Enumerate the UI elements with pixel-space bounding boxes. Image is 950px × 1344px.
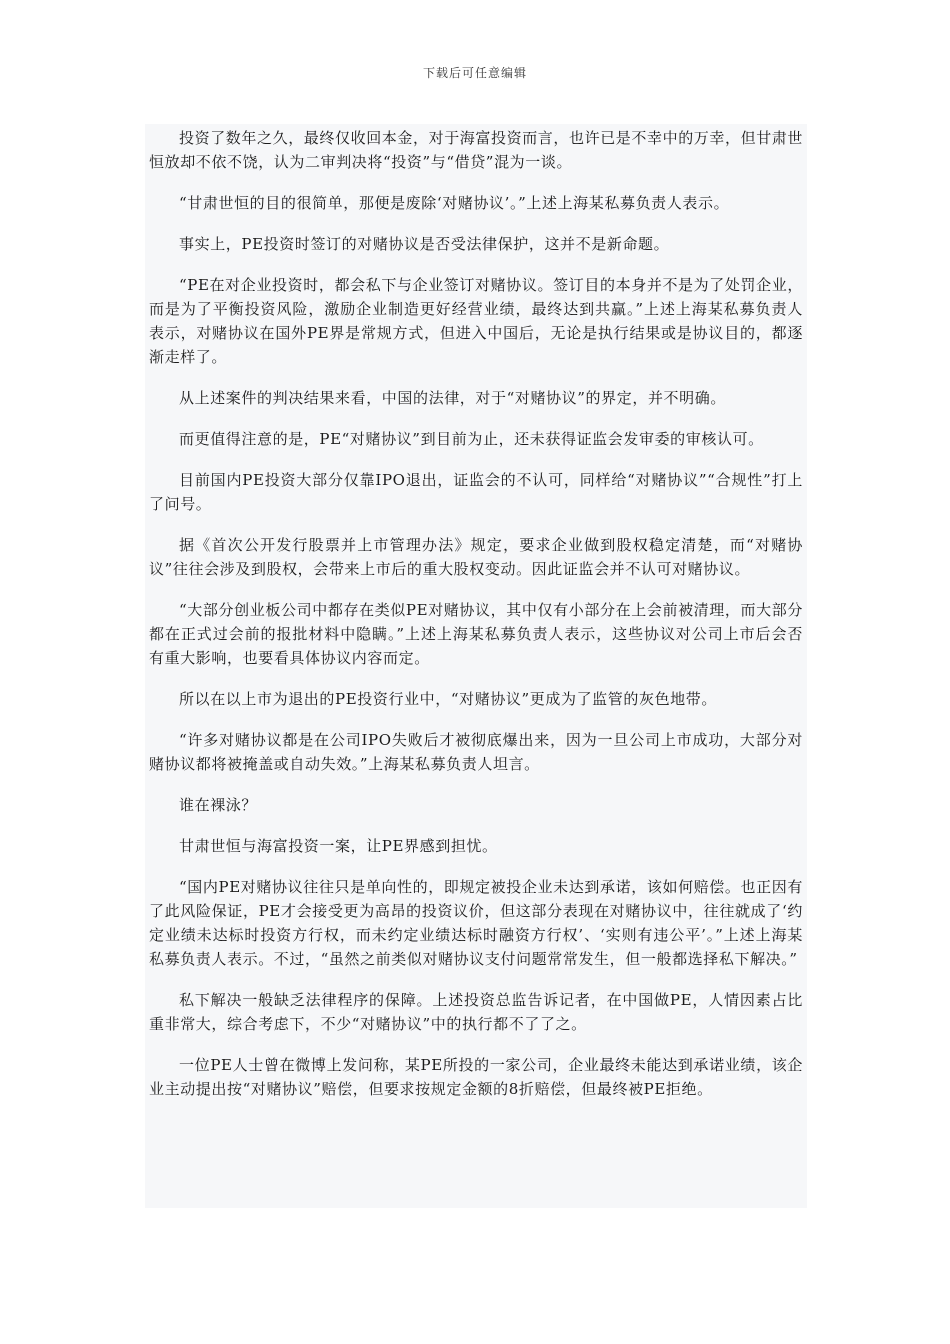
paragraph-6: 而更值得注意的是，PE“对赌协议”到目前为止，还未获得证监会发审委的审核认可。 [179,430,764,448]
paragraph-9: “大部分创业板公司中都存在类似PE对赌协议，其中仅有小部分在上会前被清理，而大部分都在正式过会前的报批材料中隐瞒。”上述上海某私募负责人表示，这些协议对公司上市后会否有重大影响，也要看具体协议内容而定。 [149,601,803,667]
paragraph-15: 私下解决一般缺乏法律程序的保障。上述投资总监告诉记者，在中国做PE，人情因素占比重非常大，综合考虑下，不少“对赌协议”中的执行都不了了之。 [149,991,803,1033]
paragraph-8: 据《首次公开发行股票并上市管理办法》规定，要求企业做到股权稳定清楚，而“对赌协议”往往会涉及到股权，会带来上市后的重大股权变动。因此证监会并不认可对赌协议。 [149,536,803,578]
article-body [145,124,807,1208]
paragraph-5: 从上述案件的判决结果来看，中国的法律，对于“对赌协议”的界定，并不明确。 [179,389,726,407]
paragraph-13: 甘肃世恒与海富投资一案，让PE界感到担忧。 [179,837,498,855]
paragraph-7: 目前国内PE投资大部分仅靠IPO退出，证监会的不认可，同样给“对赌协议”“合规性”打上了问号。 [149,471,803,513]
paragraph-3: 事实上，PE投资时签订的对赌协议是否受法律保护，这并不是新命题。 [179,235,670,253]
paragraph-1: 投资了数年之久，最终仅收回本金，对于海富投资而言，也许已是不幸中的万幸，但甘肃世恒放却不依不饶，认为二审判决将“投资”与“借贷”混为一谈。 [149,129,804,171]
paragraph-11: “许多对赌协议都是在公司IPO失败后才被彻底爆出来，因为一旦公司上市成功，大部分对赌协议都将被掩盖或自动失效。”上海某私募负责人坦言。 [149,731,803,773]
paragraph-10: 所以在以上市为退出的PE投资行业中，“对赌协议”更成为了监管的灰色地带。 [179,690,717,708]
paragraph-14: “国内PE对赌协议往往只是单向性的，即规定被投企业未达到承诺，该如何赔偿。也正因有了此风险保证，PE才会接受更为高昂的投资议价，但这部分表现在对赌协议中，往往就成了‘约定业绩未达标时投资方行权，而未约定业绩达标时融资方行权’、‘实则有违公平’。”上述上海某私募负责人表示。不过，“虽然之前类似对赌协议支付问题常常发生，但一般都选择私下解决。” [149,878,803,968]
paragraph-4: “PE在对企业投资时，都会私下与企业签订对赌协议。签订目的本身并不是为了处罚企业，而是为了平衡投资风险，激励企业制造更好经营业绩，最终达到共赢。”上述上海某私募负责人表示，对赌协议在国外PE界是常规方式，但进入中国后，无论是执行结果或是协议目的，都逐渐走样了。 [149,276,803,366]
section-heading: 谁在裸泳？ [179,796,258,814]
page-header: 下载后可任意编辑 [422,66,527,80]
paragraph-16: 一位PE人士曾在微博上发问称，某PE所投的一家公司，企业最终未能达到承诺业绩，该企业主动提出按“对赌协议”赔偿，但要求按规定金额的8折赔偿，但最终被PE拒绝。 [149,1056,803,1098]
paragraph-2: “甘肃世恒的目的很简单，那便是废除‘对赌协议’。”上述上海某私募负责人表示。 [179,194,730,212]
